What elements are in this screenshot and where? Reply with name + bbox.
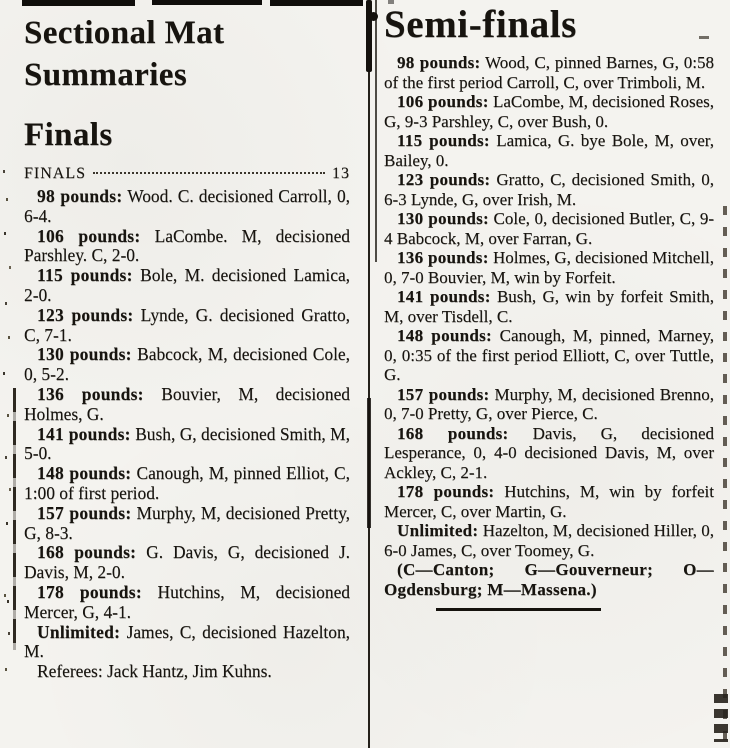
scan-edge-noise [714, 694, 728, 742]
weight-class-label: 98 pounds: [397, 53, 481, 72]
article-title [24, 12, 350, 96]
result-entry [24, 306, 350, 346]
result-entry [384, 326, 714, 385]
finals-results [24, 187, 350, 662]
weight-class-label: 141 pounds: [37, 423, 131, 444]
result-entry [24, 266, 350, 306]
result-text: Murphy, M, decisioned Brenno, 0, 7-0 Pretty, G, over Pierce, C. [384, 384, 714, 423]
result-entry [24, 543, 350, 583]
result-entry [24, 385, 350, 425]
finals-index-line [24, 165, 350, 183]
ink-blot [366, 0, 372, 72]
result-text: Canough, M, pinned Elliot, C, 1:00 of first period. [24, 463, 350, 503]
weight-class-label: 148 pounds: [37, 463, 132, 484]
weight-class-label: 168 pounds: [397, 423, 509, 443]
weight-class-label: 136 pounds: [37, 383, 144, 404]
result-text: Cole, 0, decisioned Butler, C, 9-4 Babcock, M, over Farran, G. [384, 209, 714, 248]
weight-class-label: Unlimited: [397, 521, 479, 540]
top-clipping-remnant [22, 0, 135, 6]
result-text: Bush, G, win by forfeit Smith, M, over Tisdell, C. [384, 287, 714, 326]
result-entry [384, 385, 714, 424]
scan-edge-noise [723, 206, 727, 748]
result-text: Lynde, G. decisioned Gratto, C, 7-1. [24, 304, 350, 345]
result-text: G. Davis, G, decisioned J. Davis, M, 2-0. [24, 542, 350, 583]
finals-heading: Finals [24, 117, 113, 153]
weight-class-label: 106 pounds: [397, 92, 489, 111]
semifinals-results [384, 53, 714, 560]
weight-class-label: 115 pounds: [397, 131, 490, 150]
column-divider-rule [375, 0, 377, 262]
result-text: Babcock, M, decisioned Cole, 0, 5-2. [24, 344, 350, 385]
result-entry [384, 424, 714, 483]
finals-column [24, 12, 350, 682]
result-text: James, C, decisioned Hazelton, M. [24, 621, 350, 662]
result-text: LaCombe, M, decisioned Roses, G, 9-3 Parshley, C, over Bush, 0. [384, 92, 714, 131]
weight-class-label: 123 pounds: [397, 170, 491, 189]
weight-class-label: 168 pounds: [37, 542, 137, 563]
referees-line: Referees: Jack Hantz, Jim Kuhns. [37, 661, 272, 682]
weight-class-label: 130 pounds: [37, 344, 132, 365]
result-entry [384, 92, 714, 131]
result-text: Wood. C. decisioned Carroll, 0, 6-4. [24, 186, 350, 226]
index-label: FINALS [24, 165, 87, 182]
result-text: Gratto, C, decisioned Smith, 0, 6-3 Lynde, G, over Irish, M. [384, 170, 714, 209]
result-text: Murphy, M, decisioned Pretty, G, 8-3. [24, 502, 350, 543]
result-text: Bouvier, M, decisioned Holmes, G. [24, 383, 350, 424]
weight-class-label: Unlimited: [37, 621, 121, 642]
scan-edge-noise [3, 170, 5, 173]
result-entry [24, 623, 350, 663]
result-entry [384, 131, 714, 170]
result-entry [24, 583, 350, 623]
result-text: Canough, M, pinned, Marney, 0, 0:35 of the first period Elliott, C, over Tuttle, G. [384, 326, 714, 384]
scan-edge-noise [13, 388, 16, 650]
weight-class-label: 157 pounds: [397, 384, 490, 404]
result-entry [384, 287, 714, 326]
weight-class-label: 115 pounds: [37, 265, 133, 286]
result-entry [384, 209, 714, 248]
result-text: Wood, C, pinned Barnes, G, 0:58 of the first period Carroll, C, over Trimboli, M. [384, 53, 714, 92]
result-text: Bole, M. decisioned Lamica, 2-0. [24, 265, 351, 305]
result-text: LaCombe. M, decisioned Parshley. C, 2-0. [24, 225, 350, 266]
result-entry [384, 482, 714, 521]
top-clipping-remnant [270, 0, 363, 6]
weight-class-label: 178 pounds: [397, 482, 495, 501]
result-text: Hazelton, M, decisioned Hiller, 0, 6-0 James, C, over Toomey, G. [384, 521, 714, 560]
ink-blot [369, 12, 378, 21]
result-entry [24, 345, 350, 385]
weight-class-label: 123 pounds: [37, 304, 134, 325]
weight-class-label: 148 pounds: [397, 326, 493, 345]
result-entry [384, 248, 714, 287]
result-text: Hutchins, M, win by forfeit Mercer, C, over Martin, G. [384, 482, 714, 521]
result-entry [384, 53, 714, 92]
result-text: Hutchins, M, decisioned Mercer, G, 4-1. [24, 581, 350, 622]
end-of-article-rule [436, 608, 601, 611]
semifinals-column [384, 2, 714, 611]
weight-class-label: 178 pounds: [37, 581, 142, 602]
result-entry [24, 227, 350, 267]
result-text: Holmes, G, decisioned Mitchell, 0, 7-0 Bouvier, M, win by Forfeit. [384, 248, 714, 287]
result-text: Bush, G, decisioned Smith, M, 5-0. [24, 423, 350, 464]
weight-class-label: 157 pounds: [37, 502, 132, 523]
semifinals-heading: Semi-finals [384, 3, 577, 46]
weight-class-label: 136 pounds: [397, 248, 489, 267]
weight-class-label: 106 pounds: [37, 225, 141, 246]
result-entry [24, 425, 350, 465]
article-title-line2: Summaries [24, 57, 188, 93]
weight-class-label: 98 pounds: [37, 186, 123, 206]
result-entry [24, 464, 350, 504]
ink-blot [367, 398, 371, 528]
result-entry [384, 170, 714, 209]
weight-class-label: 141 pounds: [397, 287, 491, 306]
result-text: Lamica, G. bye Bole, M, over, Bailey, 0. [384, 131, 714, 170]
result-text: Davis, G, decisioned Lesperance, 0, 4-0 decisioned Davis, M, over Ackley, C, 2-1. [384, 423, 714, 482]
dot-leader [93, 172, 325, 174]
scan-edge-noise [699, 36, 709, 39]
column-divider-rule [368, 0, 370, 748]
top-clipping-remnant [152, 0, 262, 5]
result-entry [24, 504, 350, 544]
result-entry [384, 521, 714, 560]
result-entry [24, 187, 350, 227]
weight-class-label: 130 pounds: [397, 209, 489, 228]
school-abbreviation-legend: (C—Canton; G—Gouverneur; O—Ogdensburg; M—Massena.) [384, 560, 714, 599]
index-page-number: 13 [332, 165, 350, 182]
article-title-line1: Sectional Mat [24, 15, 225, 51]
